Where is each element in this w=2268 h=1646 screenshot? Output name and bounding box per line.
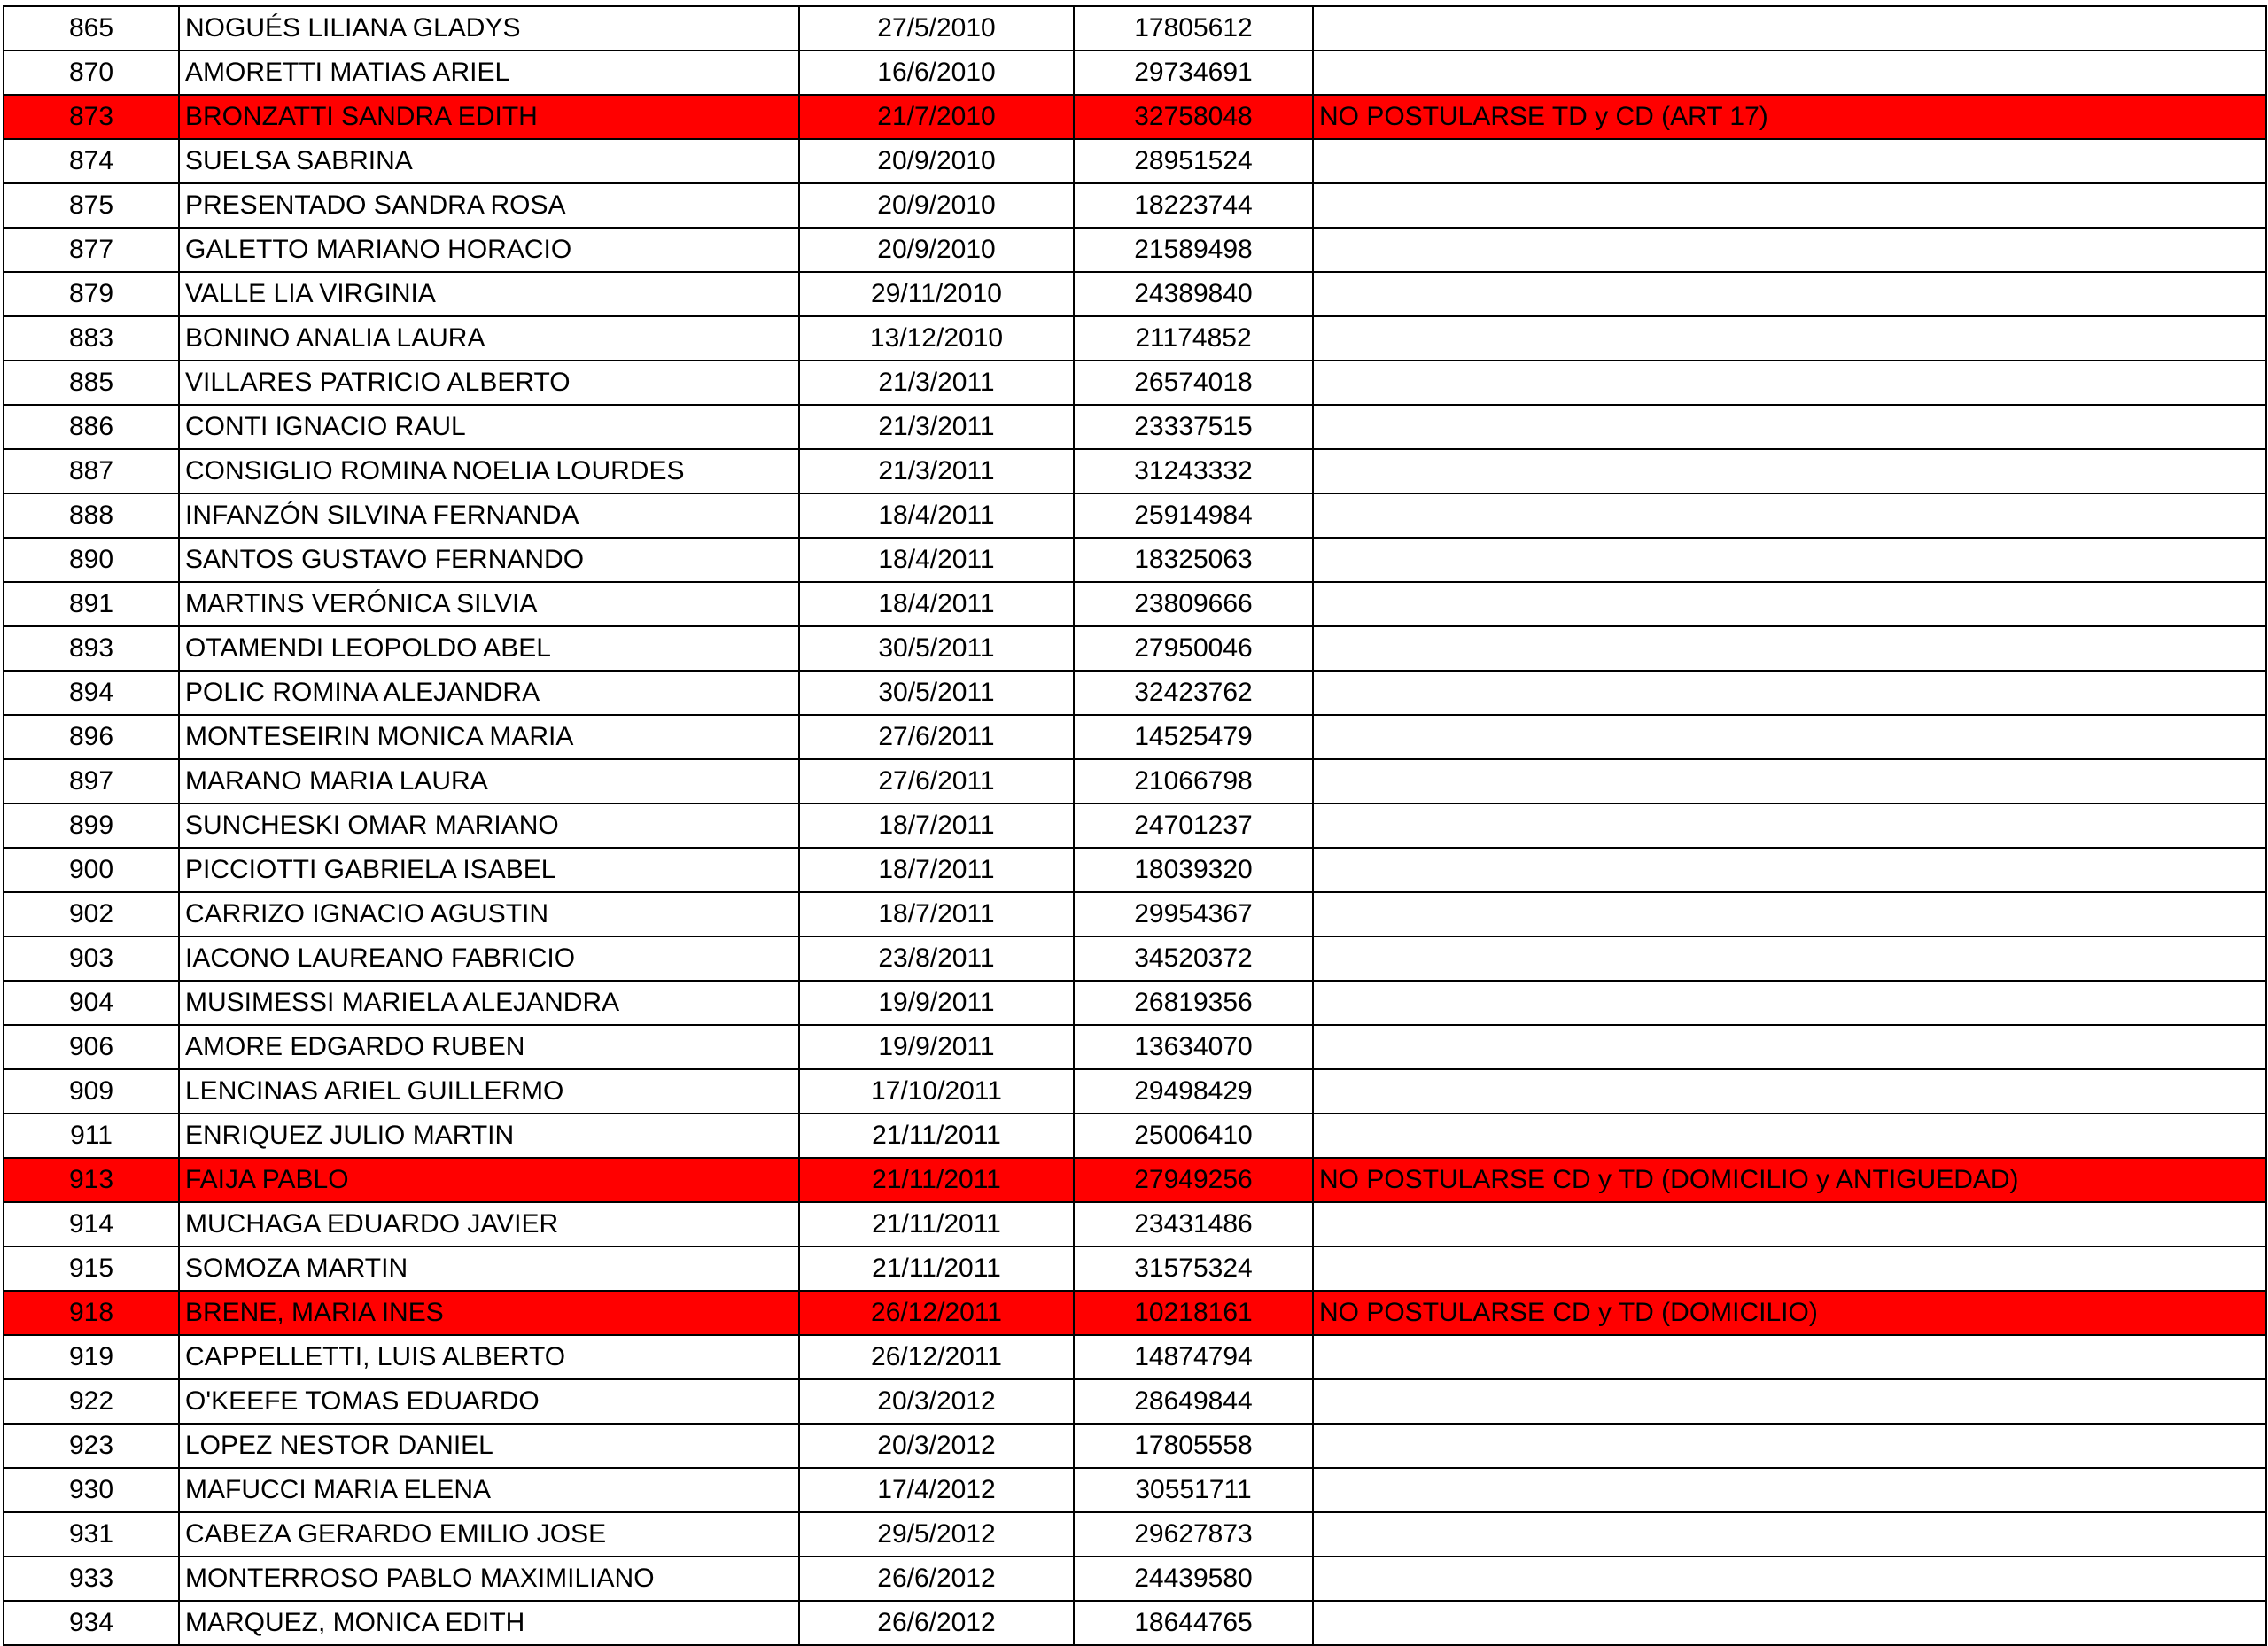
cell-number[interactable]: 887 (4, 449, 179, 493)
table-row[interactable] (4, 936, 2266, 981)
cell-full-name[interactable]: LENCINAS ARIEL GUILLERMO (179, 1069, 799, 1114)
cell-date[interactable]: 19/9/2011 (799, 1025, 1074, 1069)
cell-observation[interactable] (1313, 1202, 2266, 1246)
cell-number[interactable]: 874 (4, 139, 179, 183)
cell-observation[interactable]: NO POSTULARSE CD y TD (DOMICILIO) (1313, 1291, 2266, 1335)
table-row[interactable] (4, 671, 2266, 715)
cell-number[interactable]: 893 (4, 626, 179, 671)
cell-observation[interactable] (1313, 1025, 2266, 1069)
cell-number[interactable]: 894 (4, 671, 179, 715)
cell-observation[interactable] (1313, 139, 2266, 183)
cell-document[interactable]: 23337515 (1074, 405, 1313, 449)
table-row[interactable] (4, 1246, 2266, 1291)
cell-full-name[interactable]: MARTINS VERÓNICA SILVIA (179, 582, 799, 626)
cell-date[interactable]: 21/11/2011 (799, 1246, 1074, 1291)
cell-document[interactable]: 26574018 (1074, 361, 1313, 405)
cell-date[interactable]: 30/5/2011 (799, 626, 1074, 671)
cell-full-name[interactable]: MARANO MARIA LAURA (179, 759, 799, 804)
cell-date[interactable]: 16/6/2010 (799, 50, 1074, 95)
cell-observation[interactable] (1313, 671, 2266, 715)
table-row[interactable] (4, 228, 2266, 272)
cell-full-name[interactable]: MONTERROSO PABLO MAXIMILIANO (179, 1557, 799, 1601)
cell-full-name[interactable]: CABEZA GERARDO EMILIO JOSE (179, 1512, 799, 1557)
cell-full-name[interactable]: PRESENTADO SANDRA ROSA (179, 183, 799, 228)
cell-full-name[interactable]: CONSIGLIO ROMINA NOELIA LOURDES (179, 449, 799, 493)
table-row[interactable] (4, 1379, 2266, 1424)
cell-observation[interactable] (1313, 715, 2266, 759)
cell-document[interactable]: 34520372 (1074, 936, 1313, 981)
cell-observation[interactable] (1313, 1512, 2266, 1557)
cell-date[interactable]: 18/7/2011 (799, 892, 1074, 936)
cell-date[interactable]: 27/6/2011 (799, 759, 1074, 804)
cell-document[interactable]: 26819356 (1074, 981, 1313, 1025)
cell-number[interactable]: 886 (4, 405, 179, 449)
table-row[interactable] (4, 1468, 2266, 1512)
cell-full-name[interactable]: FAIJA PABLO (179, 1158, 799, 1202)
cell-observation[interactable] (1313, 892, 2266, 936)
cell-date[interactable]: 18/7/2011 (799, 848, 1074, 892)
cell-observation[interactable] (1313, 228, 2266, 272)
cell-observation[interactable] (1313, 1468, 2266, 1512)
cell-observation[interactable] (1313, 1601, 2266, 1645)
cell-document[interactable]: 17805558 (1074, 1424, 1313, 1468)
cell-date[interactable]: 21/11/2011 (799, 1158, 1074, 1202)
table-row[interactable] (4, 848, 2266, 892)
cell-date[interactable]: 21/11/2011 (799, 1202, 1074, 1246)
cell-number[interactable]: 922 (4, 1379, 179, 1424)
cell-date[interactable]: 18/4/2011 (799, 493, 1074, 538)
cell-number[interactable]: 918 (4, 1291, 179, 1335)
cell-observation[interactable] (1313, 1069, 2266, 1114)
cell-date[interactable]: 13/12/2010 (799, 316, 1074, 361)
cell-observation[interactable] (1313, 759, 2266, 804)
cell-document[interactable]: 30551711 (1074, 1468, 1313, 1512)
cell-date[interactable]: 20/9/2010 (799, 228, 1074, 272)
cell-number[interactable]: 896 (4, 715, 179, 759)
cell-document[interactable]: 13634070 (1074, 1025, 1313, 1069)
cell-full-name[interactable]: BONINO ANALIA LAURA (179, 316, 799, 361)
cell-date[interactable]: 29/11/2010 (799, 272, 1074, 316)
cell-document[interactable]: 18644765 (1074, 1601, 1313, 1645)
cell-document[interactable]: 27950046 (1074, 626, 1313, 671)
table-row[interactable] (4, 405, 2266, 449)
table-row[interactable] (4, 139, 2266, 183)
table-row[interactable] (4, 1069, 2266, 1114)
cell-date[interactable]: 21/3/2011 (799, 449, 1074, 493)
table-row[interactable] (4, 759, 2266, 804)
cell-date[interactable]: 26/6/2012 (799, 1601, 1074, 1645)
cell-date[interactable]: 29/5/2012 (799, 1512, 1074, 1557)
cell-full-name[interactable]: CAPPELLETTI, LUIS ALBERTO (179, 1335, 799, 1379)
table-row[interactable] (4, 316, 2266, 361)
cell-date[interactable]: 27/5/2010 (799, 6, 1074, 50)
cell-date[interactable]: 18/4/2011 (799, 582, 1074, 626)
cell-date[interactable]: 18/4/2011 (799, 538, 1074, 582)
cell-document[interactable]: 18325063 (1074, 538, 1313, 582)
cell-full-name[interactable]: SANTOS GUSTAVO FERNANDO (179, 538, 799, 582)
cell-number[interactable]: 903 (4, 936, 179, 981)
cell-date[interactable]: 26/12/2011 (799, 1335, 1074, 1379)
cell-full-name[interactable]: O'KEEFE TOMAS EDUARDO (179, 1379, 799, 1424)
cell-observation[interactable] (1313, 493, 2266, 538)
cell-observation[interactable] (1313, 183, 2266, 228)
cell-number[interactable]: 891 (4, 582, 179, 626)
cell-number[interactable]: 877 (4, 228, 179, 272)
table-row[interactable] (4, 6, 2266, 50)
cell-number[interactable]: 913 (4, 1158, 179, 1202)
cell-observation[interactable] (1313, 936, 2266, 981)
cell-document[interactable]: 27949256 (1074, 1158, 1313, 1202)
cell-observation[interactable] (1313, 449, 2266, 493)
table-row[interactable] (4, 1557, 2266, 1601)
table-row[interactable] (4, 715, 2266, 759)
cell-number[interactable]: 904 (4, 981, 179, 1025)
cell-date[interactable]: 17/10/2011 (799, 1069, 1074, 1114)
table-row[interactable] (4, 1512, 2266, 1557)
table-row[interactable] (4, 626, 2266, 671)
cell-document[interactable]: 18039320 (1074, 848, 1313, 892)
cell-full-name[interactable]: AMORETTI MATIAS ARIEL (179, 50, 799, 95)
cell-date[interactable]: 18/7/2011 (799, 804, 1074, 848)
cell-date[interactable]: 19/9/2011 (799, 981, 1074, 1025)
cell-document[interactable]: 23431486 (1074, 1202, 1313, 1246)
cell-document[interactable]: 18223744 (1074, 183, 1313, 228)
cell-number[interactable]: 888 (4, 493, 179, 538)
table-row[interactable] (4, 1114, 2266, 1158)
cell-date[interactable]: 21/3/2011 (799, 405, 1074, 449)
cell-document[interactable]: 25006410 (1074, 1114, 1313, 1158)
cell-full-name[interactable]: PICCIOTTI GABRIELA ISABEL (179, 848, 799, 892)
table-row[interactable] (4, 272, 2266, 316)
cell-number[interactable]: 915 (4, 1246, 179, 1291)
cell-date[interactable]: 30/5/2011 (799, 671, 1074, 715)
cell-full-name[interactable]: MAFUCCI MARIA ELENA (179, 1468, 799, 1512)
cell-number[interactable]: 870 (4, 50, 179, 95)
registrants-table (3, 5, 2267, 1646)
cell-date[interactable]: 23/8/2011 (799, 936, 1074, 981)
cell-document[interactable]: 29734691 (1074, 50, 1313, 95)
cell-full-name[interactable]: MUSIMESSI MARIELA ALEJANDRA (179, 981, 799, 1025)
cell-document[interactable]: 14525479 (1074, 715, 1313, 759)
cell-observation[interactable] (1313, 804, 2266, 848)
cell-number[interactable]: 883 (4, 316, 179, 361)
cell-number[interactable]: 911 (4, 1114, 179, 1158)
cell-observation[interactable] (1313, 1557, 2266, 1601)
cell-full-name[interactable]: OTAMENDI LEOPOLDO ABEL (179, 626, 799, 671)
table-row[interactable] (4, 1158, 2266, 1202)
cell-observation[interactable] (1313, 361, 2266, 405)
cell-number[interactable]: 873 (4, 95, 179, 139)
cell-observation[interactable] (1313, 1246, 2266, 1291)
cell-date[interactable]: 20/9/2010 (799, 183, 1074, 228)
table-row[interactable] (4, 538, 2266, 582)
cell-observation[interactable] (1313, 626, 2266, 671)
table-row[interactable] (4, 1291, 2266, 1335)
cell-full-name[interactable]: ENRIQUEZ JULIO MARTIN (179, 1114, 799, 1158)
cell-observation[interactable] (1313, 981, 2266, 1025)
cell-full-name[interactable]: MARQUEZ, MONICA EDITH (179, 1601, 799, 1645)
cell-document[interactable]: 25914984 (1074, 493, 1313, 538)
cell-document[interactable]: 21174852 (1074, 316, 1313, 361)
cell-observation[interactable] (1313, 316, 2266, 361)
table-row[interactable] (4, 1424, 2266, 1468)
cell-number[interactable]: 919 (4, 1335, 179, 1379)
cell-date[interactable]: 21/11/2011 (799, 1114, 1074, 1158)
cell-observation[interactable] (1313, 405, 2266, 449)
cell-number[interactable]: 931 (4, 1512, 179, 1557)
cell-number[interactable]: 933 (4, 1557, 179, 1601)
cell-document[interactable]: 21066798 (1074, 759, 1313, 804)
table-row[interactable] (4, 183, 2266, 228)
table-body (4, 6, 2266, 1645)
cell-full-name[interactable]: NOGUÉS LILIANA GLADYS (179, 6, 799, 50)
cell-full-name[interactable]: IACONO LAUREANO FABRICIO (179, 936, 799, 981)
cell-document[interactable]: 24701237 (1074, 804, 1313, 848)
cell-document[interactable]: 29954367 (1074, 892, 1313, 936)
cell-date[interactable]: 20/3/2012 (799, 1379, 1074, 1424)
cell-observation[interactable] (1313, 1379, 2266, 1424)
cell-number[interactable]: 923 (4, 1424, 179, 1468)
cell-date[interactable]: 20/9/2010 (799, 139, 1074, 183)
cell-observation[interactable] (1313, 1335, 2266, 1379)
cell-document[interactable]: 28649844 (1074, 1379, 1313, 1424)
table-row[interactable] (4, 50, 2266, 95)
cell-number[interactable]: 914 (4, 1202, 179, 1246)
cell-document[interactable]: 32758048 (1074, 95, 1313, 139)
cell-full-name[interactable]: BRONZATTI SANDRA EDITH (179, 95, 799, 139)
table-row[interactable] (4, 361, 2266, 405)
cell-full-name[interactable]: CONTI IGNACIO RAUL (179, 405, 799, 449)
cell-number[interactable]: 890 (4, 538, 179, 582)
cell-document[interactable]: 24389840 (1074, 272, 1313, 316)
cell-document[interactable]: 10218161 (1074, 1291, 1313, 1335)
cell-number[interactable]: 899 (4, 804, 179, 848)
cell-observation[interactable]: NO POSTULARSE TD y CD (ART 17) (1313, 95, 2266, 139)
cell-observation[interactable] (1313, 538, 2266, 582)
cell-date[interactable]: 26/12/2011 (799, 1291, 1074, 1335)
cell-number[interactable]: 909 (4, 1069, 179, 1114)
cell-number[interactable]: 885 (4, 361, 179, 405)
cell-number[interactable]: 934 (4, 1601, 179, 1645)
cell-date[interactable]: 27/6/2011 (799, 715, 1074, 759)
table-row[interactable] (4, 1335, 2266, 1379)
cell-document[interactable]: 23809666 (1074, 582, 1313, 626)
cell-number[interactable]: 879 (4, 272, 179, 316)
cell-document[interactable]: 32423762 (1074, 671, 1313, 715)
cell-full-name[interactable]: MUCHAGA EDUARDO JAVIER (179, 1202, 799, 1246)
cell-observation[interactable] (1313, 6, 2266, 50)
cell-full-name[interactable]: SUELSA SABRINA (179, 139, 799, 183)
cell-observation[interactable] (1313, 1424, 2266, 1468)
cell-observation[interactable] (1313, 50, 2266, 95)
cell-observation[interactable] (1313, 582, 2266, 626)
cell-number[interactable]: 900 (4, 848, 179, 892)
table-row[interactable] (4, 493, 2266, 538)
cell-full-name[interactable]: GALETTO MARIANO HORACIO (179, 228, 799, 272)
cell-full-name[interactable]: VILLARES PATRICIO ALBERTO (179, 361, 799, 405)
cell-full-name[interactable]: MONTESEIRIN MONICA MARIA (179, 715, 799, 759)
cell-observation[interactable] (1313, 272, 2266, 316)
cell-full-name[interactable]: BRENE, MARIA INES (179, 1291, 799, 1335)
cell-full-name[interactable]: VALLE LIA VIRGINIA (179, 272, 799, 316)
cell-document[interactable]: 29498429 (1074, 1069, 1313, 1114)
cell-full-name[interactable]: LOPEZ NESTOR DANIEL (179, 1424, 799, 1468)
cell-document[interactable]: 21589498 (1074, 228, 1313, 272)
cell-date[interactable]: 26/6/2012 (799, 1557, 1074, 1601)
cell-number[interactable]: 875 (4, 183, 179, 228)
cell-document[interactable]: 29627873 (1074, 1512, 1313, 1557)
cell-number[interactable]: 902 (4, 892, 179, 936)
cell-date[interactable]: 21/3/2011 (799, 361, 1074, 405)
cell-document[interactable]: 17805612 (1074, 6, 1313, 50)
cell-number[interactable]: 930 (4, 1468, 179, 1512)
table-row[interactable] (4, 1025, 2266, 1069)
cell-date[interactable]: 21/7/2010 (799, 95, 1074, 139)
cell-full-name[interactable]: INFANZÓN SILVINA FERNANDA (179, 493, 799, 538)
cell-observation[interactable] (1313, 848, 2266, 892)
table-row[interactable] (4, 981, 2266, 1025)
cell-document[interactable]: 14874794 (1074, 1335, 1313, 1379)
table-row[interactable] (4, 582, 2266, 626)
cell-document[interactable]: 31243332 (1074, 449, 1313, 493)
cell-date[interactable]: 20/3/2012 (799, 1424, 1074, 1468)
cell-observation[interactable] (1313, 1114, 2266, 1158)
cell-full-name[interactable]: SOMOZA MARTIN (179, 1246, 799, 1291)
table-row[interactable] (4, 1601, 2266, 1645)
cell-number[interactable]: 865 (4, 6, 179, 50)
cell-date[interactable]: 17/4/2012 (799, 1468, 1074, 1512)
cell-document[interactable]: 24439580 (1074, 1557, 1313, 1601)
cell-number[interactable]: 897 (4, 759, 179, 804)
cell-document[interactable]: 28951524 (1074, 139, 1313, 183)
cell-observation[interactable]: NO POSTULARSE CD y TD (DOMICILIO y ANTIGUEDAD) (1313, 1158, 2266, 1202)
cell-full-name[interactable]: POLIC ROMINA ALEJANDRA (179, 671, 799, 715)
table-row[interactable] (4, 804, 2266, 848)
cell-full-name[interactable]: AMORE EDGARDO RUBEN (179, 1025, 799, 1069)
table-row[interactable] (4, 95, 2266, 139)
cell-full-name[interactable]: SUNCHESKI OMAR MARIANO (179, 804, 799, 848)
table-row[interactable] (4, 449, 2266, 493)
cell-number[interactable]: 906 (4, 1025, 179, 1069)
cell-full-name[interactable]: CARRIZO IGNACIO AGUSTIN (179, 892, 799, 936)
cell-document[interactable]: 31575324 (1074, 1246, 1313, 1291)
table-row[interactable] (4, 1202, 2266, 1246)
table-row[interactable] (4, 892, 2266, 936)
